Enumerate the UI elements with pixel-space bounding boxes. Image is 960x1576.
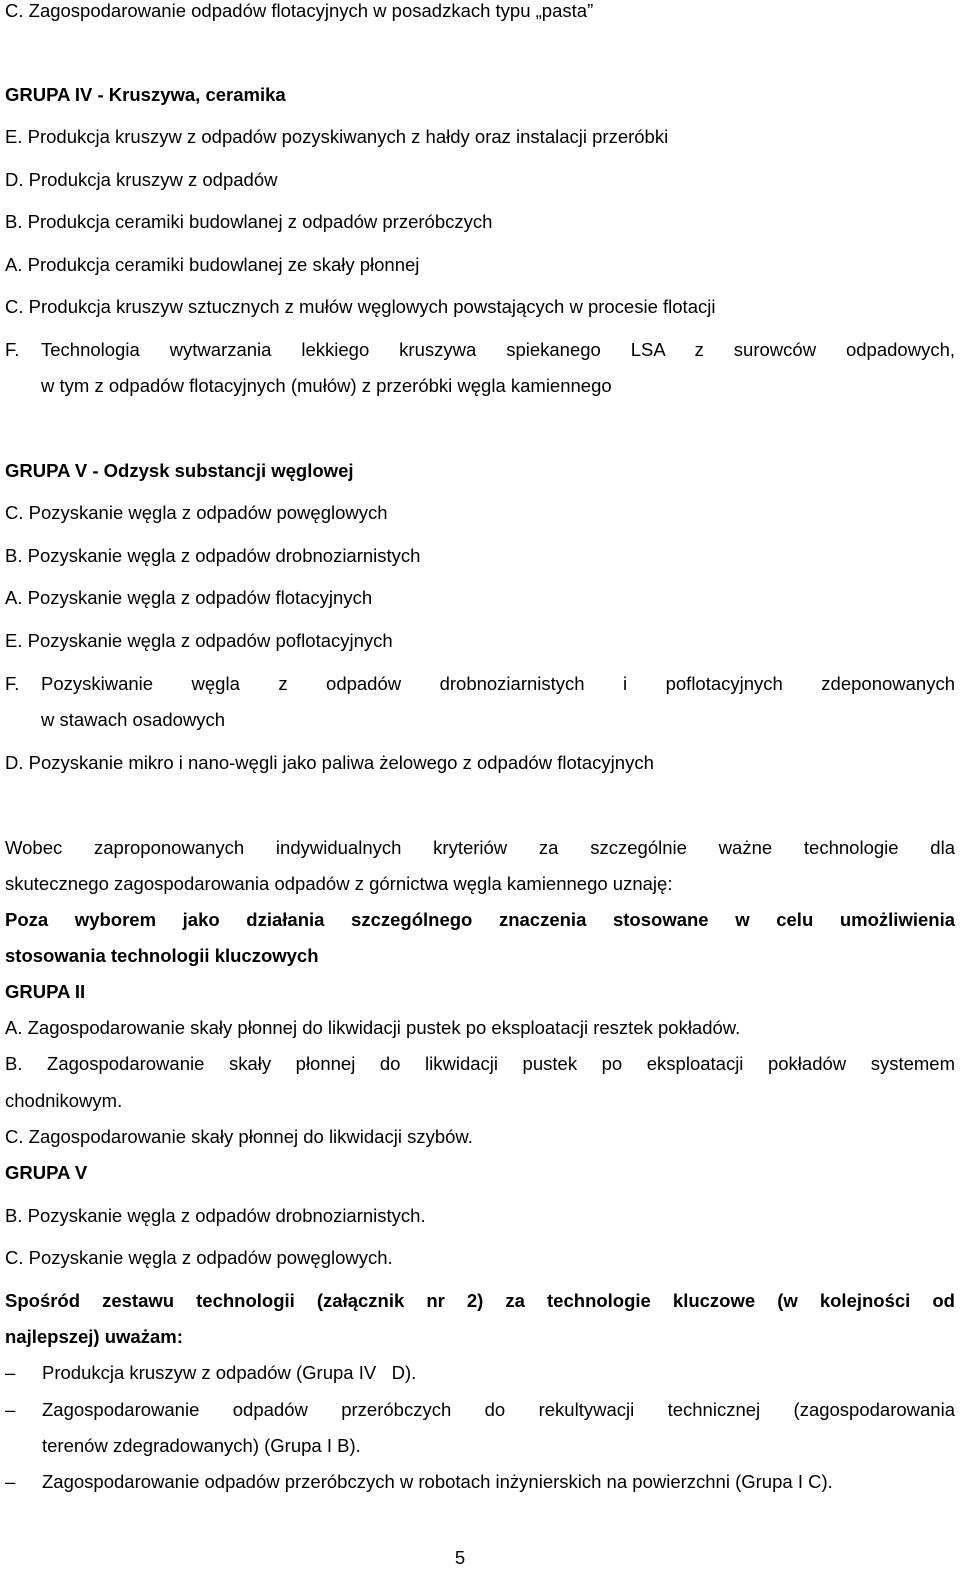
list-item: A. Zagospodarowanie skały płonnej do likwidacji pustek po eksploatacji resztek pokładów.	[5, 1017, 741, 1038]
list-item: C. Zagospodarowanie skały płonnej do likwidacji szybów.	[5, 1126, 473, 1147]
list-item: C. Produkcja kruszyw sztucznych z mułów węglowych powstających w procesie flotacji	[5, 296, 716, 317]
group-iv-heading: GRUPA IV - Kruszywa, ceramika	[5, 84, 286, 105]
list-item: D. Pozyskanie mikro i nano-węgli jako paliwa żelowego z odpadów flotacyjnych	[5, 752, 654, 773]
list-item: B. Produkcja ceramiki budowlanej z odpadów przeróbczych	[5, 211, 493, 232]
list-marker: F.	[5, 339, 20, 360]
list-item-text: Technologia wytwarzania lekkiego kruszywa spiekanego LSA z surowców odpadowych,	[41, 339, 955, 360]
group-v-short-heading: GRUPA V	[5, 1162, 88, 1183]
paragraph-line: skutecznego zagospodarowania odpadów z górnictwa węgla kamiennego uznaję:	[5, 873, 673, 894]
bullet-text: Zagospodarowanie odpadów przeróbczych w robotach inżynierskich na powierzchni (Grupa I C).	[42, 1471, 833, 1492]
list-item: B. Pozyskanie węgla z odpadów drobnoziarnistych	[5, 545, 421, 566]
bullet-text: Produkcja kruszyw z odpadów (Grupa IV D).	[42, 1362, 417, 1383]
text-line: C. Zagospodarowanie odpadów flotacyjnych w posadzkach typu „pasta”	[5, 0, 594, 21]
list-item: A. Produkcja ceramiki budowlanej ze skały płonnej	[5, 254, 420, 275]
list-item: B. Zagospodarowanie skały płonnej do likwidacji pustek po eksploatacji pokładów systemem	[5, 1053, 955, 1074]
list-item-text: Pozyskiwanie węgla z odpadów drobnoziarnistych i poflotacyjnych zdeponowanych	[41, 673, 955, 694]
list-item: A. Pozyskanie węgla z odpadów flotacyjnych	[5, 587, 373, 608]
list-item: C. Pozyskanie węgla z odpadów powęglowych.	[5, 1247, 393, 1268]
group-ii-heading: GRUPA II	[5, 981, 86, 1002]
list-item: D. Produkcja kruszyw z odpadów	[5, 169, 278, 190]
list-item-continuation: chodnikowym.	[5, 1090, 123, 1111]
page-number: 5	[454, 1547, 466, 1568]
dash-marker: –	[5, 1362, 16, 1383]
bold-paragraph-line: Poza wyborem jako działania szczególnego znaczenia stosowane w celu umożliwienia	[5, 909, 955, 930]
dash-marker: –	[5, 1471, 16, 1492]
dash-marker: –	[5, 1399, 16, 1420]
list-item: E. Produkcja kruszyw z odpadów pozyskiwanych z hałdy oraz instalacji przeróbki	[5, 126, 669, 147]
key-tech-heading-continuation: najlepszej) uważam:	[5, 1326, 183, 1347]
list-item	[5, 666, 955, 702]
bullet-continuation: terenów zdegradowanych) (Grupa I B).	[42, 1435, 361, 1456]
bullet-item	[5, 1464, 955, 1500]
list-item	[5, 332, 955, 368]
key-tech-heading: Spośród zestawu technologii (załącznik nr 2) za technologie kluczowe (w kolejności od	[5, 1290, 955, 1311]
list-item-continuation: w tym z odpadów flotacyjnych (mułów) z przeróbki węgla kamiennego	[41, 375, 612, 396]
list-item-continuation: w stawach osadowych	[41, 709, 226, 730]
paragraph-line: Wobec zaproponowanych indywidualnych kryteriów za szczególnie ważne technologie dla	[5, 837, 955, 858]
list-item: B. Pozyskanie węgla z odpadów drobnoziarnistych.	[5, 1205, 426, 1226]
bold-paragraph-line: stosowania technologii kluczowych	[5, 945, 319, 966]
list-item: C. Pozyskanie węgla z odpadów powęglowych	[5, 502, 388, 523]
bullet-item	[5, 1355, 955, 1391]
list-item: E. Pozyskanie węgla z odpadów poflotacyjnych	[5, 630, 393, 651]
bullet-text: Zagospodarowanie odpadów przeróbczych do rekultywacji technicznej (zagospodarowania	[42, 1399, 955, 1420]
bullet-item	[5, 1392, 955, 1428]
group-v-heading: GRUPA V - Odzysk substancji węglowej	[5, 460, 354, 481]
list-marker: F.	[5, 673, 20, 694]
